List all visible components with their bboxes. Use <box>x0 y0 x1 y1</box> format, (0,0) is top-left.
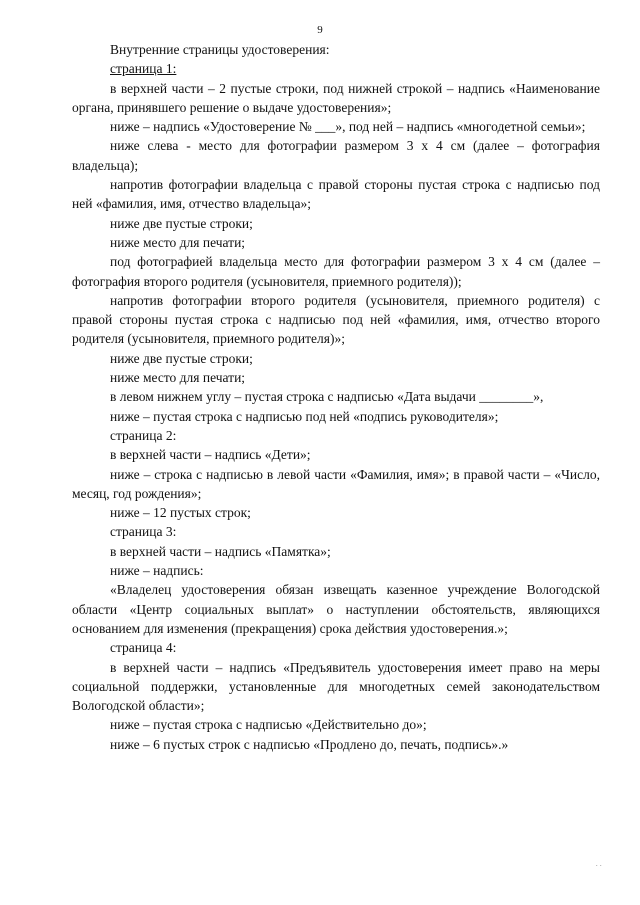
paragraph: ниже место для печати; <box>110 370 246 386</box>
paragraph: ниже – строка с надписью в левой части «Фамилия, имя»; в правой части – «Число, месяц, год рождения»; <box>72 466 600 501</box>
paragraph: напротив фотографии второго родителя (усыновителя, приемного родителя) с правой стороны пустая строка с надписью под ней «фамилия, имя, отчество второго родителя (усыновителя, приемного родителя)»; <box>72 292 600 347</box>
paragraph: в верхней части – надпись «Дети»; <box>110 447 311 463</box>
section-heading-page-1 <box>72 59 600 78</box>
document-body <box>72 40 600 754</box>
paragraph: ниже – пустая строка с надписью «Действительно до»; <box>110 717 427 733</box>
paragraph: в верхней части – надпись «Предъявитель удостоверения имеет право на меры социальной поддержки, установленные для многодетных семей законодательством Вологодской области»; <box>72 659 600 714</box>
paragraph: ниже – надпись: <box>110 563 204 579</box>
paragraph: в левом нижнем углу – пустая строка с надписью «Дата выдачи ________», <box>110 389 544 405</box>
paragraph: ниже место для печати; <box>110 234 246 250</box>
paragraph: ниже две пустые строки; <box>110 215 253 231</box>
page-number: 9 <box>317 24 323 36</box>
paragraph: ниже – 12 пустых строк; <box>110 505 251 521</box>
section-heading-page-3: страница 3: <box>110 524 177 540</box>
section-heading-page-4: страница 4: <box>110 640 177 656</box>
paragraph: напротив фотографии владельца с правой стороны пустая строка с надписью под ней «фамилия, имя, отчество владельца»; <box>72 177 600 212</box>
paragraph: ниже – 6 пустых строк с надписью «Продлено до, печать, подпись».» <box>110 736 509 752</box>
paragraph: ниже – пустая строка с надписью под ней «подпись руководителя»; <box>110 408 499 424</box>
section-heading-label: страница 1: <box>110 61 177 77</box>
section-heading-page-2: страница 2: <box>110 427 177 443</box>
paragraph: под фотографией владельца место для фотографии размером 3 х 4 см (далее – фотография второго родителя (усыновителя, приемного родителя)); <box>72 254 600 289</box>
margin-marks: · · <box>595 862 602 870</box>
paragraph: в верхней части – надпись «Памятка»; <box>110 543 331 559</box>
paragraph: в верхней части – 2 пустые строки, под нижней строкой – надпись «Наименование органа, принявшего решение о выдаче удостоверения»; <box>72 80 600 115</box>
paragraph: ниже слева - место для фотографии размером 3 х 4 см (далее – фотография владельца); <box>72 138 600 173</box>
paragraph-intro: Внутренние страницы удостоверения: <box>110 42 330 57</box>
paragraph: «Владелец удостоверения обязан извещать казенное учреждение Вологодской области «Центр социальных выплат» о наступлении обстоятельств, являющихся основанием для изменения (прекращения) срока действия удостоверения.»; <box>72 582 600 636</box>
paragraph: ниже – надпись «Удостоверение № ___», под ней – надпись «многодетной семьи»; <box>110 119 586 135</box>
paragraph: ниже две пустые строки; <box>110 350 253 366</box>
